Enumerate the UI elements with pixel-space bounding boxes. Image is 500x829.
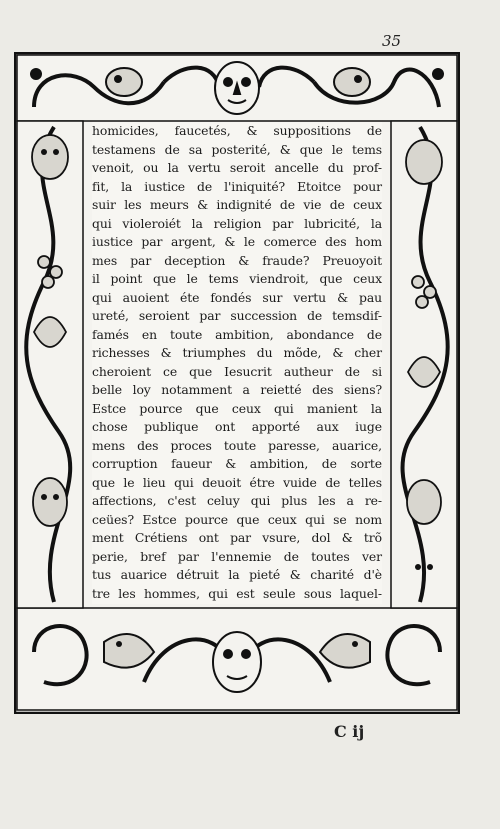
text-line: belle loy notamment a reietté des siens? — [92, 382, 382, 397]
text-line: chose publique ont apporté aux iuge — [92, 419, 382, 434]
text-line: mens des proces toute paresse, auarice, — [92, 437, 382, 453]
text-line: mes par deception & fraude? Preuoyoit — [92, 252, 382, 268]
text-line: corruption faueur & ambition, de sorte — [92, 456, 382, 471]
text-line: que le lieu qui deuoit étre vuide de telles — [92, 474, 382, 490]
text-line: famés en toute ambition, abondance de — [92, 326, 382, 342]
text-line: fit, la iustice de l'iniquité? Etoitce pour — [92, 178, 382, 194]
text-line: qui auoient éte fondés sur vertu & pau — [92, 289, 382, 305]
text-line: affections, c'est celuy qui plus les a re- — [92, 493, 382, 508]
signature-mark: C ĳ — [334, 722, 365, 741]
text-line: Estce pource que ceux qui manient la — [92, 400, 382, 416]
text-line: iustice par argent, & le comerce des hom — [92, 234, 382, 249]
body-text — [92, 122, 382, 604]
text-line: ment Crétiens ont par vsure, dol & trõ — [92, 530, 382, 545]
text-line: homicides, faucetés, & suppositions de — [92, 123, 382, 138]
page-number: 35 — [382, 32, 402, 50]
text-line: richesses & triumphes du mõde, & cher — [92, 345, 382, 360]
text-line: perie, bref par l'ennemie de toutes ver — [92, 548, 382, 564]
text-line: cheroient ce que Iesucrit autheur de si — [92, 363, 382, 379]
text-line: il point que le tems viendroit, que ceux — [92, 271, 382, 286]
text-line: suir les meurs & indignité de vie de ceux — [92, 197, 382, 212]
text-line: testamens de sa posterité, & que le tems — [92, 141, 382, 157]
text-line: tus auarice détruit la pieté & charité d'è — [92, 567, 382, 582]
text-line: ureté, seroient par succession de temsdif- — [92, 308, 382, 323]
text-line: tre les hommes, qui est seule sous laquel- — [92, 585, 382, 601]
text-line: venoit, ou la vertu seroit ancelle du prof- — [92, 160, 382, 175]
text-line: qui violeroiét la religion par lubricité, la — [92, 215, 382, 231]
text-line: ceües? Estce pource que ceux qui se nom — [92, 511, 382, 527]
